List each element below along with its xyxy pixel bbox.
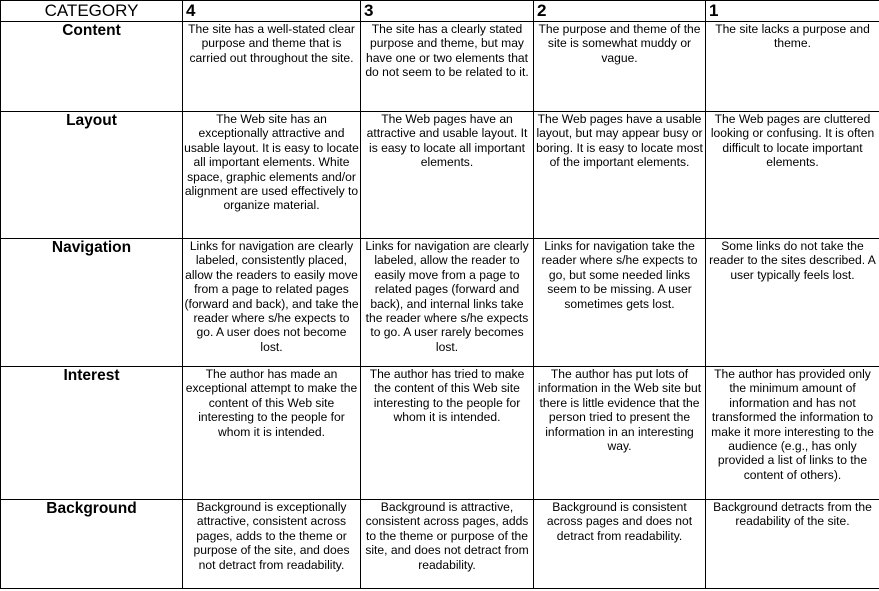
- rubric-row-layout: [1, 112, 879, 239]
- criteria-cell: The author has tried to make the content of this Web site interesting to the people for whom it is intended.: [361, 367, 534, 500]
- criteria-cell: Background is consistent across pages and does not detract from readability.: [534, 500, 706, 589]
- criteria-cell: The Web pages have a usable layout, but may appear busy or boring. It is easy to locate most of the important elements.: [534, 112, 706, 239]
- rubric-row-background: [1, 500, 879, 589]
- category-name: Layout: [1, 112, 183, 239]
- category-name: Navigation: [1, 239, 183, 367]
- level-header-1: 1: [706, 1, 879, 22]
- criteria-cell: The author has put lots of information in the Web site but there is little evidence that the person tried to present the information in an interesting way.: [534, 367, 706, 500]
- category-name: Interest: [1, 367, 183, 500]
- category-header: CATEGORY: [1, 1, 183, 22]
- criteria-cell: Some links do not take the reader to the sites described. A user typically feels lost.: [706, 239, 879, 367]
- level-header-2: 2: [534, 1, 706, 22]
- criteria-cell: The Web site has an exceptionally attractive and usable layout. It is easy to locate all important elements. White space, graphic elements and/or alignment are used effectively to organize material.: [183, 112, 361, 239]
- criteria-cell: Links for navigation are clearly labeled, allow the reader to easily move from a page to related pages (forward and back), and internal links take the reader where s/he expects to go. A user rarely becomes lost.: [361, 239, 534, 367]
- criteria-cell: The site has a well-stated clear purpose and theme that is carried out throughout the site.: [183, 22, 361, 112]
- criteria-cell: Background is attractive, consistent across pages, adds to the theme or purpose of the site, and does not detract from readability.: [361, 500, 534, 589]
- criteria-cell: Links for navigation are clearly labeled, consistently placed, allow the readers to easily move from a page to related pages (forward and back), and take the reader where s/he expects to go. A user does not become lost.: [183, 239, 361, 367]
- criteria-cell: The Web pages are cluttered looking or confusing. It is often difficult to locate important elements.: [706, 112, 879, 239]
- level-header-4: 4: [183, 1, 361, 22]
- criteria-cell: Background detracts from the readability of the site.: [706, 500, 879, 589]
- rubric-row-interest: [1, 367, 879, 500]
- criteria-cell: Links for navigation take the reader where s/he expects to go, but some needed links seem to be missing. A user sometimes gets lost.: [534, 239, 706, 367]
- criteria-cell: The purpose and theme of the site is somewhat muddy or vague.: [534, 22, 706, 112]
- rubric-row-navigation: [1, 239, 879, 367]
- category-name: Background: [1, 500, 183, 589]
- rubric-row-content: [1, 22, 879, 112]
- criteria-cell: The author has made an exceptional attempt to make the content of this Web site interesting to the people for whom it is intended.: [183, 367, 361, 500]
- level-header-3: 3: [361, 1, 534, 22]
- criteria-cell: Background is exceptionally attractive, consistent across pages, adds to the theme or purpose of the site, and does not detract from readability.: [183, 500, 361, 589]
- criteria-cell: The site lacks a purpose and theme.: [706, 22, 879, 112]
- header-row: [1, 1, 879, 22]
- category-name: Content: [1, 22, 183, 112]
- criteria-cell: The Web pages have an attractive and usable layout. It is easy to locate all important elements.: [361, 112, 534, 239]
- criteria-cell: The site has a clearly stated purpose and theme, but may have one or two elements that do not seem to be related to it.: [361, 22, 534, 112]
- criteria-cell: The author has provided only the minimum amount of information and has not transformed the information to make it more interesting to the audience (e.g., has only provided a list of links to the content of others).: [706, 367, 879, 500]
